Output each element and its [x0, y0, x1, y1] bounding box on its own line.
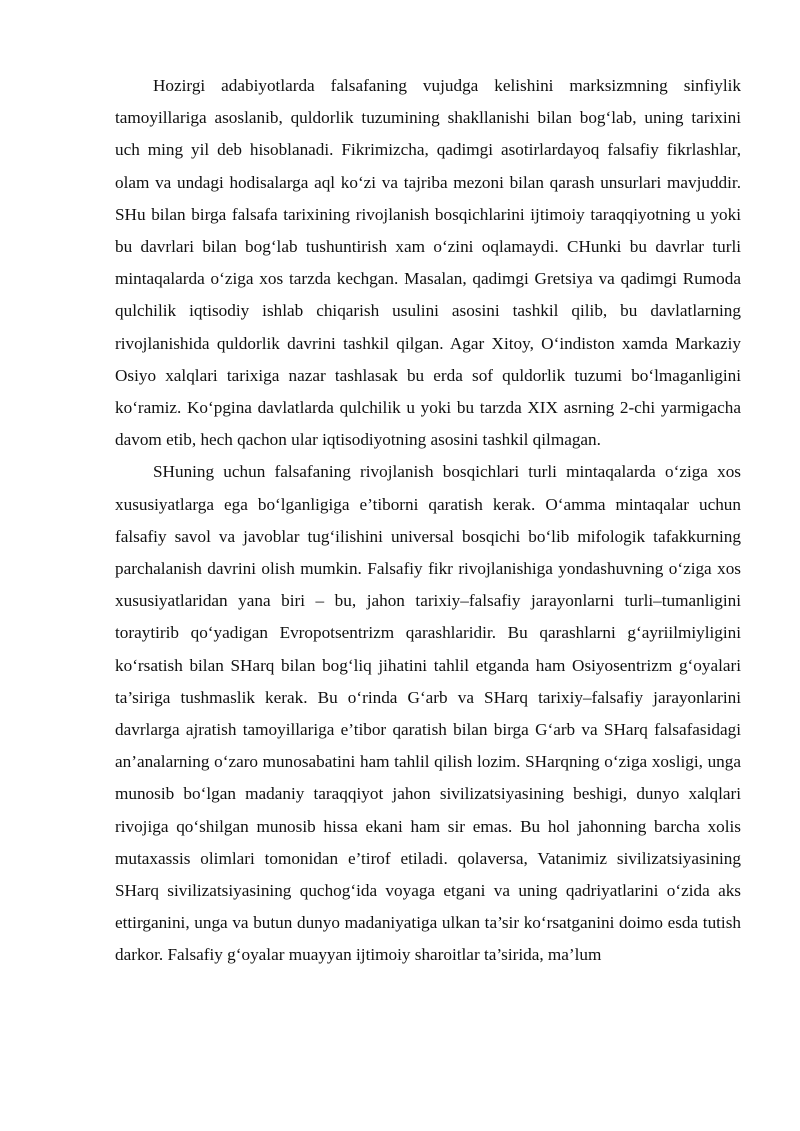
body-text [115, 70, 741, 972]
paragraph-1: Hozirgi adabiyotlarda falsafaning vujudga kelishini marksizmning sinfiylik tamoyillariga asoslanib, quldorlik tuzumining shakllanishi bilan bog‘lab, uning tarixini uch ming yil deb hisoblanadi. Fikrimizcha, qadimgi asotirlardayoq falsafiy fikrlashlar, olam va undagi hodisalarga aql ko‘zi va tajriba mezoni bilan qarash unsurlari mavjuddir. SHu bilan birga falsafa tarixining rivojlanish bosqichlarini ijtimoiy taraqqiyotning u yoki bu davrlari bilan bog‘lab tushuntirish xam o‘zini oqlamaydi. CHunki bu davrlar turli mintaqalarda o‘ziga xos tarzda kechgan. Masalan, qadimgi Gretsiya va qadimgi Rumoda qulchilik iqtisodiy ishlab chiqarish usulini asosini tashkil qilib, bu davlatlarning rivojlanishida quldorlik davrini tashkil qilgan. Agar Xitoy, O‘indiston xamda Markaziy Osiyo xalqlari tarixiga nazar tashlasak bu erda sof quldorlik tuzumi bo‘lmaganligini ko‘ramiz. Ko‘pgina davlatlarda qulchilik u yoki bu tarzda XIX asrning 2-chi yarmigacha davom etib, hech qachon ular iqtisodiyotning asosini tashkil qilmagan. [115, 76, 741, 450]
paragraph-2: SHuning uchun falsafaning rivojlanish bosqichlari turli mintaqalarda o‘ziga xos xususiyatlarga ega bo‘lganligiga e’tiborni qaratish kerak. O‘amma mintaqalar uchun falsafiy savol va javoblar tug‘ilishini universal bosqichi bo‘lib mifologik tafakkurning parchalanish davrini olish mumkin. Falsafiy fikr rivojlanishiga yondashuvning o‘ziga xos xususiyatlaridan yana biri – bu, jahon tarixiy–falsafiy jarayonlarni turli–tumanligini toraytirib qo‘yadigan Evropotsentrizm qarashlaridir. Bu qarashlarni g‘ayriilmiyligini ko‘rsatish bilan SHarq bilan bog‘liq jihatini tahlil etganda ham Osiyosentrizm g‘oyalari ta’siriga tushmaslik kerak. Bu o‘rinda G‘arb va SHarq tarixiy–falsafiy jarayonlarini davrlarga ajratish tamoyillariga e’tibor qaratish bilan birga G‘arb va SHarq falsafasidagi an’analarning o‘zaro munosabatini ham tahlil qilish lozim. SHarqning o‘ziga xosligi, unga munosib bo‘lgan madaniy taraqqiyot jahon sivilizatsiyasining beshigi, dunyo xalqlari rivojiga qo‘shilgan munosib hissa ekani ham sir emas. Bu hol jahonning barcha xolis mutaxassis olimlari tomonidan e’tirof etiladi. qolaversa, Vatanimiz sivilizatsiyasining SHarq sivilizatsiyasining quchog‘ida voyaga etgani va uning qadriyatlarini o‘zida aks ettirganini, unga va butun dunyo madaniyatiga ulkan ta’sir ko‘rsatganini doimo esda tutish darkor. Falsafiy g‘oyalar muayyan ijtimoiy sharoitlar ta’sirida, ma’lum [115, 462, 741, 965]
